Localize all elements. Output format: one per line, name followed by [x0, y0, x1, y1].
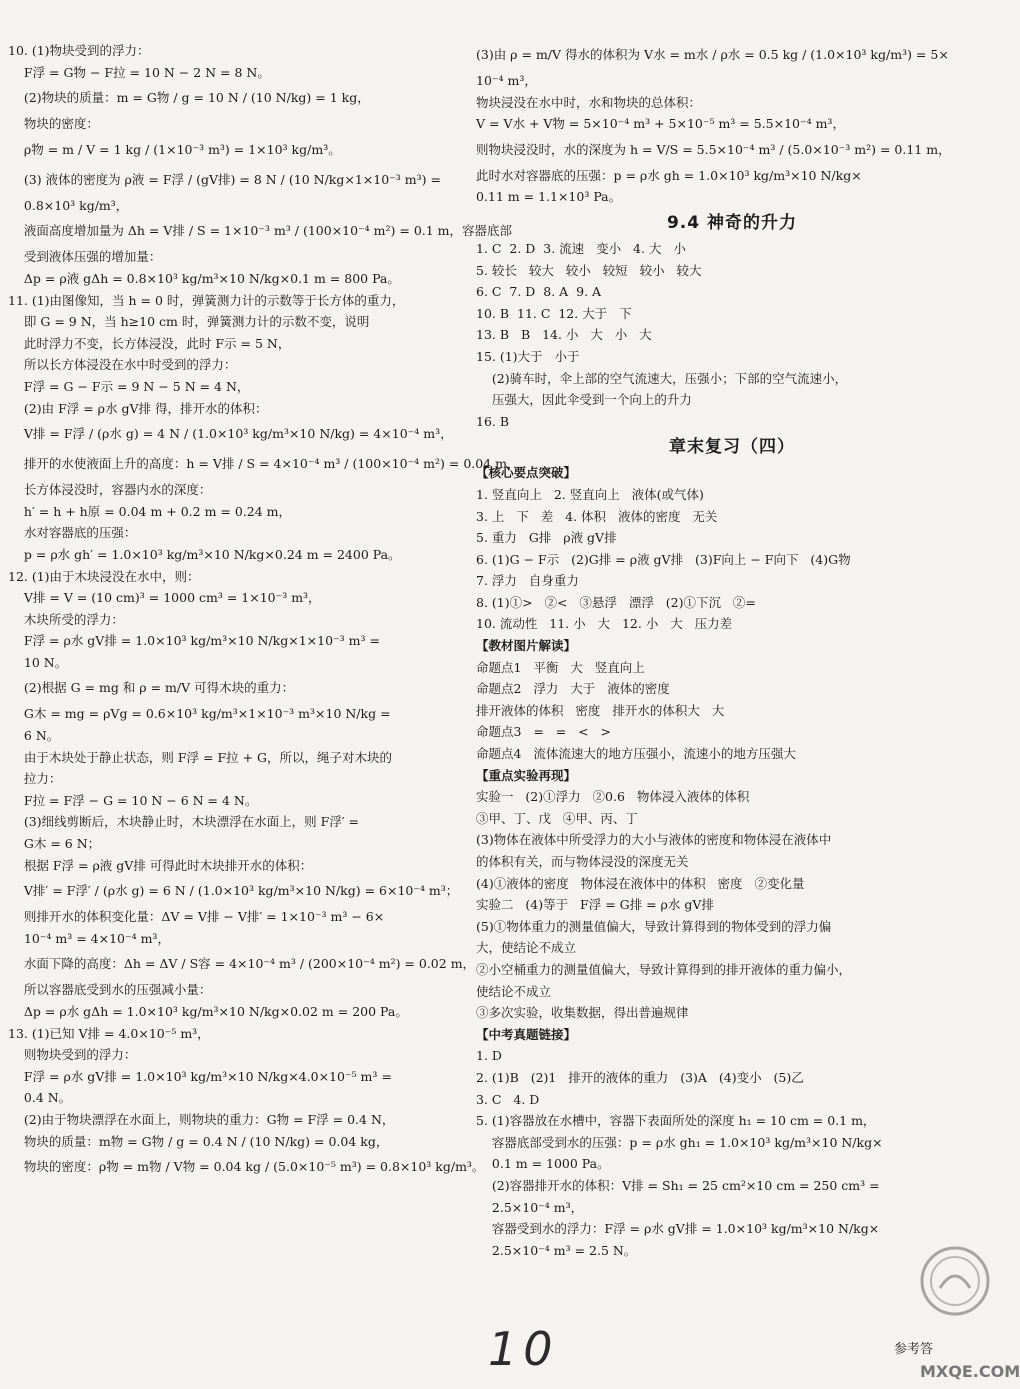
left-answer-line: 11. (1)由图像知，当 h = 0 时，弹簧测力计的示数等于长方体的重力，	[8, 292, 405, 308]
left-answer-line: 6 N。	[8, 728, 60, 744]
left-answer-line: 10. (1)物块受到的浮力：	[8, 43, 150, 58]
left-answer-line: ρ物 = m / V = 1 kg / (1×10⁻³ m³) = 1×10³ kg/m³。	[8, 141, 341, 157]
section-9-4-title: 9.4 神奇的升力	[666, 212, 798, 233]
left-answer-line: F浮 = ρ水 gV排 = 1.0×10³ kg/m³×10 N/kg×1×10⁻³ m³ =	[8, 633, 380, 649]
left-answer-line: 木块所受的浮力：	[8, 611, 124, 627]
left-answer-line: p = ρ水 gh′ = 1.0×10³ kg/m³×10 N/kg×0.24 m = 2400 Pa。	[8, 546, 401, 562]
left-answer-line: 10⁻⁴ m³ = 4×10⁻⁴ m³，	[8, 930, 170, 946]
left-answer-line: (2)根据 G = mg 和 ρ = m/V 可得木块的重力：	[8, 680, 295, 696]
left-answer-line: F浮 = G物 − F拉 = 10 N − 2 N = 8 N。	[8, 64, 270, 80]
left-answer-line: 长方体浸没时，容器内水的深度：	[8, 482, 212, 498]
right-top-line: 10⁻⁴ m³，	[476, 73, 537, 88]
right-top-line: (3)由 ρ = m/V 得水的体积为 V水 = m水 / ρ水 = 0.5 kg / (1.0×10³ kg/m³) = 5×	[476, 47, 949, 62]
review-section-header: 【教材图片解读】	[476, 638, 577, 654]
review-section-header: 【核心要点突破】	[476, 465, 577, 481]
left-answer-line: 即 G = 9 N，当 h≥10 cm 时，弹簧测力计的示数不变，说明	[8, 314, 370, 330]
left-answer-line: 则排开水的体积变化量：ΔV = V排 − V排′ = 1×10⁻³ m³ − 6×	[8, 909, 385, 925]
left-answer-line: 0.8×10³ kg/m³，	[8, 197, 129, 213]
review-section-line: 大，使结论不成立	[476, 940, 577, 956]
watermark-text: MXQE.COM	[920, 1362, 1020, 1381]
review-section-line: 使结论不成立	[476, 983, 552, 999]
section-9-4-line: 15. (1)大于 小于	[476, 348, 580, 364]
left-answer-line: F浮 = ρ水 gV排 = 1.0×10³ kg/m³×10 N/kg×4.0×10⁻⁵ m³ =	[8, 1068, 392, 1084]
left-answer-line: 排开的水使液面上升的高度：h = V排 / S = 4×10⁻⁴ m³ / (100×10⁻⁴ m²) = 0.04 m，	[8, 456, 520, 472]
review-section-line: (2)容器排开水的体积：V排 = Sh₁ = 25 cm²×10 cm = 250 cm³ =	[476, 1177, 880, 1193]
review-section-line: (4)①液体的密度 物体浸在液体中的体积 密度 ②变化量	[476, 875, 805, 891]
left-answer-line: 10 N。	[8, 654, 68, 670]
section-9-4-line: 5. 较长 较大 较小 较短 较小 较大	[476, 262, 702, 278]
left-answer-line: G木 = mg = ρVg = 0.6×10³ kg/m³×1×10⁻³ m³×10 N/kg =	[8, 706, 391, 722]
review-section-line: 命题点1 平衡 大 竖直向上	[476, 659, 645, 675]
review-section-line: 6. (1)G − F示 (2)G排 = ρ液 gV排 (3)F向上 − F向下 (4)G物	[476, 551, 851, 567]
right-top-block	[476, 40, 988, 208]
left-answer-line: (2)由于物块漂浮在水面上，则物块的重力：G物 = F浮 = 0.4 N，	[8, 1111, 395, 1127]
review-section-line: 命题点4 流体流速大的地方压强小，流速小的地方压强大	[476, 746, 796, 762]
left-answer-line: F拉 = F浮 − G = 10 N − 6 N = 4 N。	[8, 792, 258, 808]
left-answer-line: 此时浮力不变，长方体浸没，此时 F示 = 5 N，	[8, 335, 291, 351]
reference-answer-footer: 参考答	[894, 1342, 934, 1357]
review-section-line: 实验二 (4)等于 F浮 = G排 = ρ水 gV排	[476, 897, 714, 913]
review-section-line: (5)①物体重力的测量值偏大，导致计算得到的物体受到的浮力偏	[476, 918, 832, 934]
review-section-line: ③甲、丁、戊 ④甲、丙、丁	[476, 810, 638, 826]
review-section-line: 5. (1)容器放在水槽中，容器下表面所处的深度 h₁ = 10 cm = 0.1 m，	[476, 1113, 876, 1129]
left-answer-line: 12. (1)由于木块浸没在水中，则：	[8, 568, 200, 584]
section-9-4-line: (2)骑车时，伞上部的空气流速大，压强小；下部的空气流速小，	[476, 370, 848, 386]
review-section-line: 10. 流动性 11. 小 大 12. 小 大 压力差	[476, 616, 733, 632]
review-section-header: 【中考真题链接】	[476, 1026, 577, 1042]
review-section-line: 2.5×10⁻⁴ m³ = 2.5 N。	[476, 1242, 637, 1258]
left-answer-line: 物块的密度：	[8, 116, 99, 132]
left-answer-line: 根据 F浮 = ρ液 gV排 可得此时木块排开水的体积：	[8, 857, 313, 873]
watermark-logo-icon	[918, 1244, 992, 1318]
left-answer-line: 所以长方体浸没在水中时受到的浮力：	[8, 357, 237, 373]
left-answer-line: V排′ = F浮′ / (ρ水 g) = 6 N / (1.0×10³ kg/m³×10 N/kg) = 6×10⁻⁴ m³；	[8, 883, 459, 899]
right-top-line: V = V水 + V物 = 5×10⁻⁴ m³ + 5×10⁻⁵ m³ = 5.5×10⁻⁴ m³，	[476, 116, 845, 132]
left-answer-line: 水对容器底的压强：	[8, 525, 137, 541]
left-answer-line: (2)物块的质量：m = G物 / g = 10 N / (10 N/kg) = 1 kg，	[8, 90, 370, 106]
left-answer-line: 液面高度增加量为 Δh = V排 / S = 1×10⁻³ m³ / (100×10⁻⁴ m²) = 0.1 m，容器底部	[8, 223, 513, 239]
review-section-line: 1. D	[476, 1048, 502, 1064]
left-answer-line: 由于木块处于静止状态，则 F浮 = F拉 + G，所以，绳子对木块的	[8, 749, 393, 765]
right-column	[476, 40, 988, 1261]
review-section-line: 排开液体的体积 密度 排开水的体积大 大	[476, 702, 725, 718]
section-9-4-line: 10. B 11. C 12. 大于 下	[476, 305, 632, 321]
handwritten-page-number: 10	[488, 1322, 559, 1376]
review-section-line: 容器受到水的浮力：F浮 = ρ水 gV排 = 1.0×10³ kg/m³×10 N/kg×	[476, 1221, 880, 1237]
review-section-line: 2.5×10⁻⁴ m³，	[476, 1199, 584, 1215]
left-answer-line: h′ = h + h原 = 0.04 m + 0.2 m = 0.24 m，	[8, 503, 292, 519]
review-section-line: 5. 重力 G排 ρ液 gV排	[476, 530, 617, 546]
left-answer-line: 物块的密度：ρ物 = m物 / V物 = 0.04 kg / (5.0×10⁻⁵ m³) = 0.8×10³ kg/m³。	[8, 1159, 485, 1175]
review-section-line: 3. C 4. D	[476, 1091, 540, 1107]
review-section-line: (3)物体在液体中所受浮力的大小与液体的密度和物体浸在液体中	[476, 832, 832, 848]
left-answer-line: V排 = F浮 / (ρ水 g) = 4 N / (1.0×10³ kg/m³×10 N/kg) = 4×10⁻⁴ m³，	[8, 426, 453, 442]
review-section-header: 【重点实验再现】	[476, 767, 577, 783]
left-answer-line: 13. (1)已知 V排 = 4.0×10⁻⁵ m³，	[8, 1025, 210, 1041]
review-section-line: 0.1 m = 1000 Pa。	[476, 1156, 610, 1172]
left-answer-line: 所以容器底受到水的压强减小量：	[8, 982, 212, 998]
left-answer-line: Δp = ρ液 gΔh = 0.8×10³ kg/m³×10 N/kg×0.1 m = 800 Pa。	[8, 270, 400, 286]
review-section-line: 7. 浮力 自身重力	[476, 573, 579, 589]
left-answer-line: (2)由 F浮 = ρ水 gV排 得，排开水的体积：	[8, 400, 268, 416]
review-section-line: ②小空桶重力的测量值偏大，导致计算得到的排开液体的重力偏小，	[476, 961, 852, 977]
section-9-4-line: 16. B	[476, 413, 510, 429]
chapter-review-title: 章末复习（四）	[669, 437, 795, 458]
left-answer-line: G木 = 6 N；	[8, 836, 101, 852]
left-answer-line: F浮 = G − F示 = 9 N − 5 N = 4 N，	[8, 378, 250, 394]
left-answer-line: Δp = ρ水 gΔh = 1.0×10³ kg/m³×10 N/kg×0.02 m = 200 Pa。	[8, 1004, 408, 1019]
review-section-line: 的体积有关，而与物体浸没的深度无关	[476, 854, 689, 869]
left-answer-line: 水面下降的高度：Δh = ΔV / S容 = 4×10⁻⁴ m³ / (200×10⁻⁴ m²) = 0.02 m，	[8, 956, 476, 972]
section-9-4-line: 13. B B 14. 小 大 小 大	[476, 327, 652, 343]
right-top-line: 物块浸没在水中时，水和物块的总体积：	[476, 94, 702, 110]
review-section-line: 实验一 (2)①浮力 ②0.6 物体浸入液体的体积	[476, 789, 750, 805]
section-9-4-line: 1. C 2. D 3. 流速 变小 4. 大 小	[476, 240, 686, 256]
right-top-line: 0.11 m = 1.1×10³ Pa。	[476, 189, 622, 205]
left-answer-line: 物块的质量：m物 = G物 / g = 0.4 N / (10 N/kg) = 0.04 kg，	[8, 1133, 389, 1149]
review-section-line: 命题点2 浮力 大于 液体的密度	[476, 681, 670, 697]
review-section-line: 1. 竖直向上 2. 竖直向上 液体(或气体)	[476, 486, 704, 502]
section-9-4-line: 压强大，因此伞受到一个向上的升力	[476, 392, 692, 408]
review-section-line: ③多次实验，收集数据，得出普遍规律	[476, 1005, 689, 1021]
left-answer-line: (3) 液体的密度为 ρ液 = F浮 / (gV排) = 8 N / (10 N/kg×1×10⁻³ m³) =	[8, 171, 441, 187]
review-section-line: 3. 上 下 差 4. 体积 液体的密度 无关	[476, 508, 718, 524]
left-answer-line: 则物块受到的浮力：	[8, 1047, 137, 1063]
left-answer-line: V排 = V = (10 cm)³ = 1000 cm³ = 1×10⁻³ m³，	[8, 590, 321, 606]
review-section-line: 8. (1)①> ②< ③悬浮 漂浮 (2)①下沉 ②=	[476, 594, 756, 610]
right-top-line: 则物块浸没时，水的深度为 h = V/S = 5.5×10⁻⁴ m³ / (5.0×10⁻³ m²) = 0.11 m，	[476, 141, 951, 157]
left-answer-line: 拉力：	[8, 771, 62, 787]
review-section-line: 2. (1)B (2)1 排开的液体的重力 (3)A (4)变小 (5)乙	[476, 1069, 804, 1085]
left-answer-line: 0.4 N。	[8, 1090, 72, 1106]
left-answer-line: (3)细线剪断后，木块静止时，木块漂浮在水面上，则 F浮′ =	[8, 814, 360, 830]
right-top-line: 此时水对容器底的压强：p = ρ水 gh = 1.0×10³ kg/m³×10 N/kg×	[476, 167, 862, 183]
section-9-4-answers	[476, 238, 988, 432]
left-answer-line: 受到液体压强的增加量：	[8, 249, 162, 265]
review-section-line: 容器底部受到水的压强：p = ρ水 gh₁ = 1.0×10³ kg/m³×10 N/kg×	[476, 1134, 883, 1150]
chapter-review-block	[476, 462, 988, 1261]
review-section-line: 命题点3 = = < >	[476, 724, 612, 740]
section-9-4-line: 6. C 7. D 8. A 9. A	[476, 284, 602, 300]
